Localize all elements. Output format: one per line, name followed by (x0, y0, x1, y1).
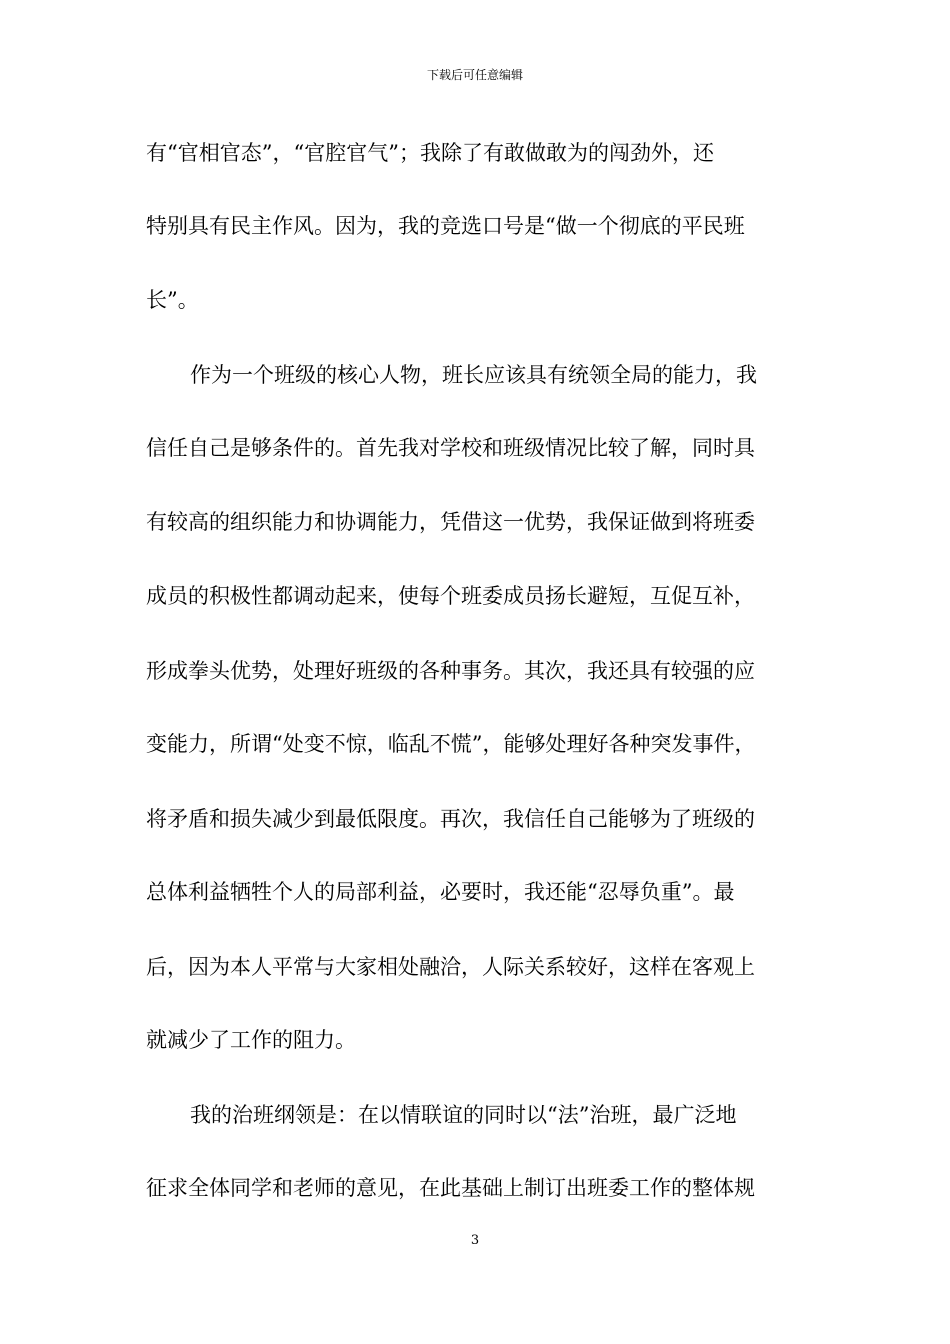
page-number: 3 (470, 1233, 480, 1248)
body-line: 成员的积极性都调动起来，使每个班委成员扬长避短，互促互补， (146, 584, 755, 608)
body-line: 将矛盾和损失减少到最低限度。再次，我信任自己能够为了班级的 (146, 807, 755, 831)
body-line: 信任自己是够条件的。首先我对学校和班级情况比较了解，同时具 (146, 436, 755, 460)
body-line: 就减少了工作的阻力。 (146, 1028, 356, 1052)
body-line: 总体利益牺牲个人的局部利益，必要时，我还能“忍辱负重”。最 (146, 880, 735, 904)
body-line: 变能力，所谓“处变不惊，临乱不慌”，能够处理好各种突发事件， (146, 732, 756, 756)
body-line: 征求全体同学和老师的意见，在此基础上制订出班委工作的整体规 (146, 1176, 755, 1200)
body-line: 作为一个班级的核心人物，班长应该具有统领全局的能力，我 (190, 363, 757, 387)
body-line: 有较高的组织能力和协调能力，凭借这一优势，我保证做到将班委 (146, 510, 755, 534)
body-line: 后，因为本人平常与大家相处融洽，人际关系较好，这样在客观上 (146, 955, 755, 979)
body-line: 我的治班纲领是：在以情联谊的同时以“法”治班，最广泛地 (190, 1103, 737, 1127)
page-header: 下载后可任意编辑 (426, 68, 523, 82)
body-line: 特别具有民主作风。因为，我的竞选口号是“做一个彻底的平民班 (146, 214, 745, 238)
body-line: 长”。 (146, 288, 199, 312)
body-line: 形成拳头优势，处理好班级的各种事务。其次，我还具有较强的应 (146, 659, 755, 683)
body-line: 有“官相官态”，“官腔官气”；我除了有敢做敢为的闯劲外，还 (146, 141, 714, 165)
